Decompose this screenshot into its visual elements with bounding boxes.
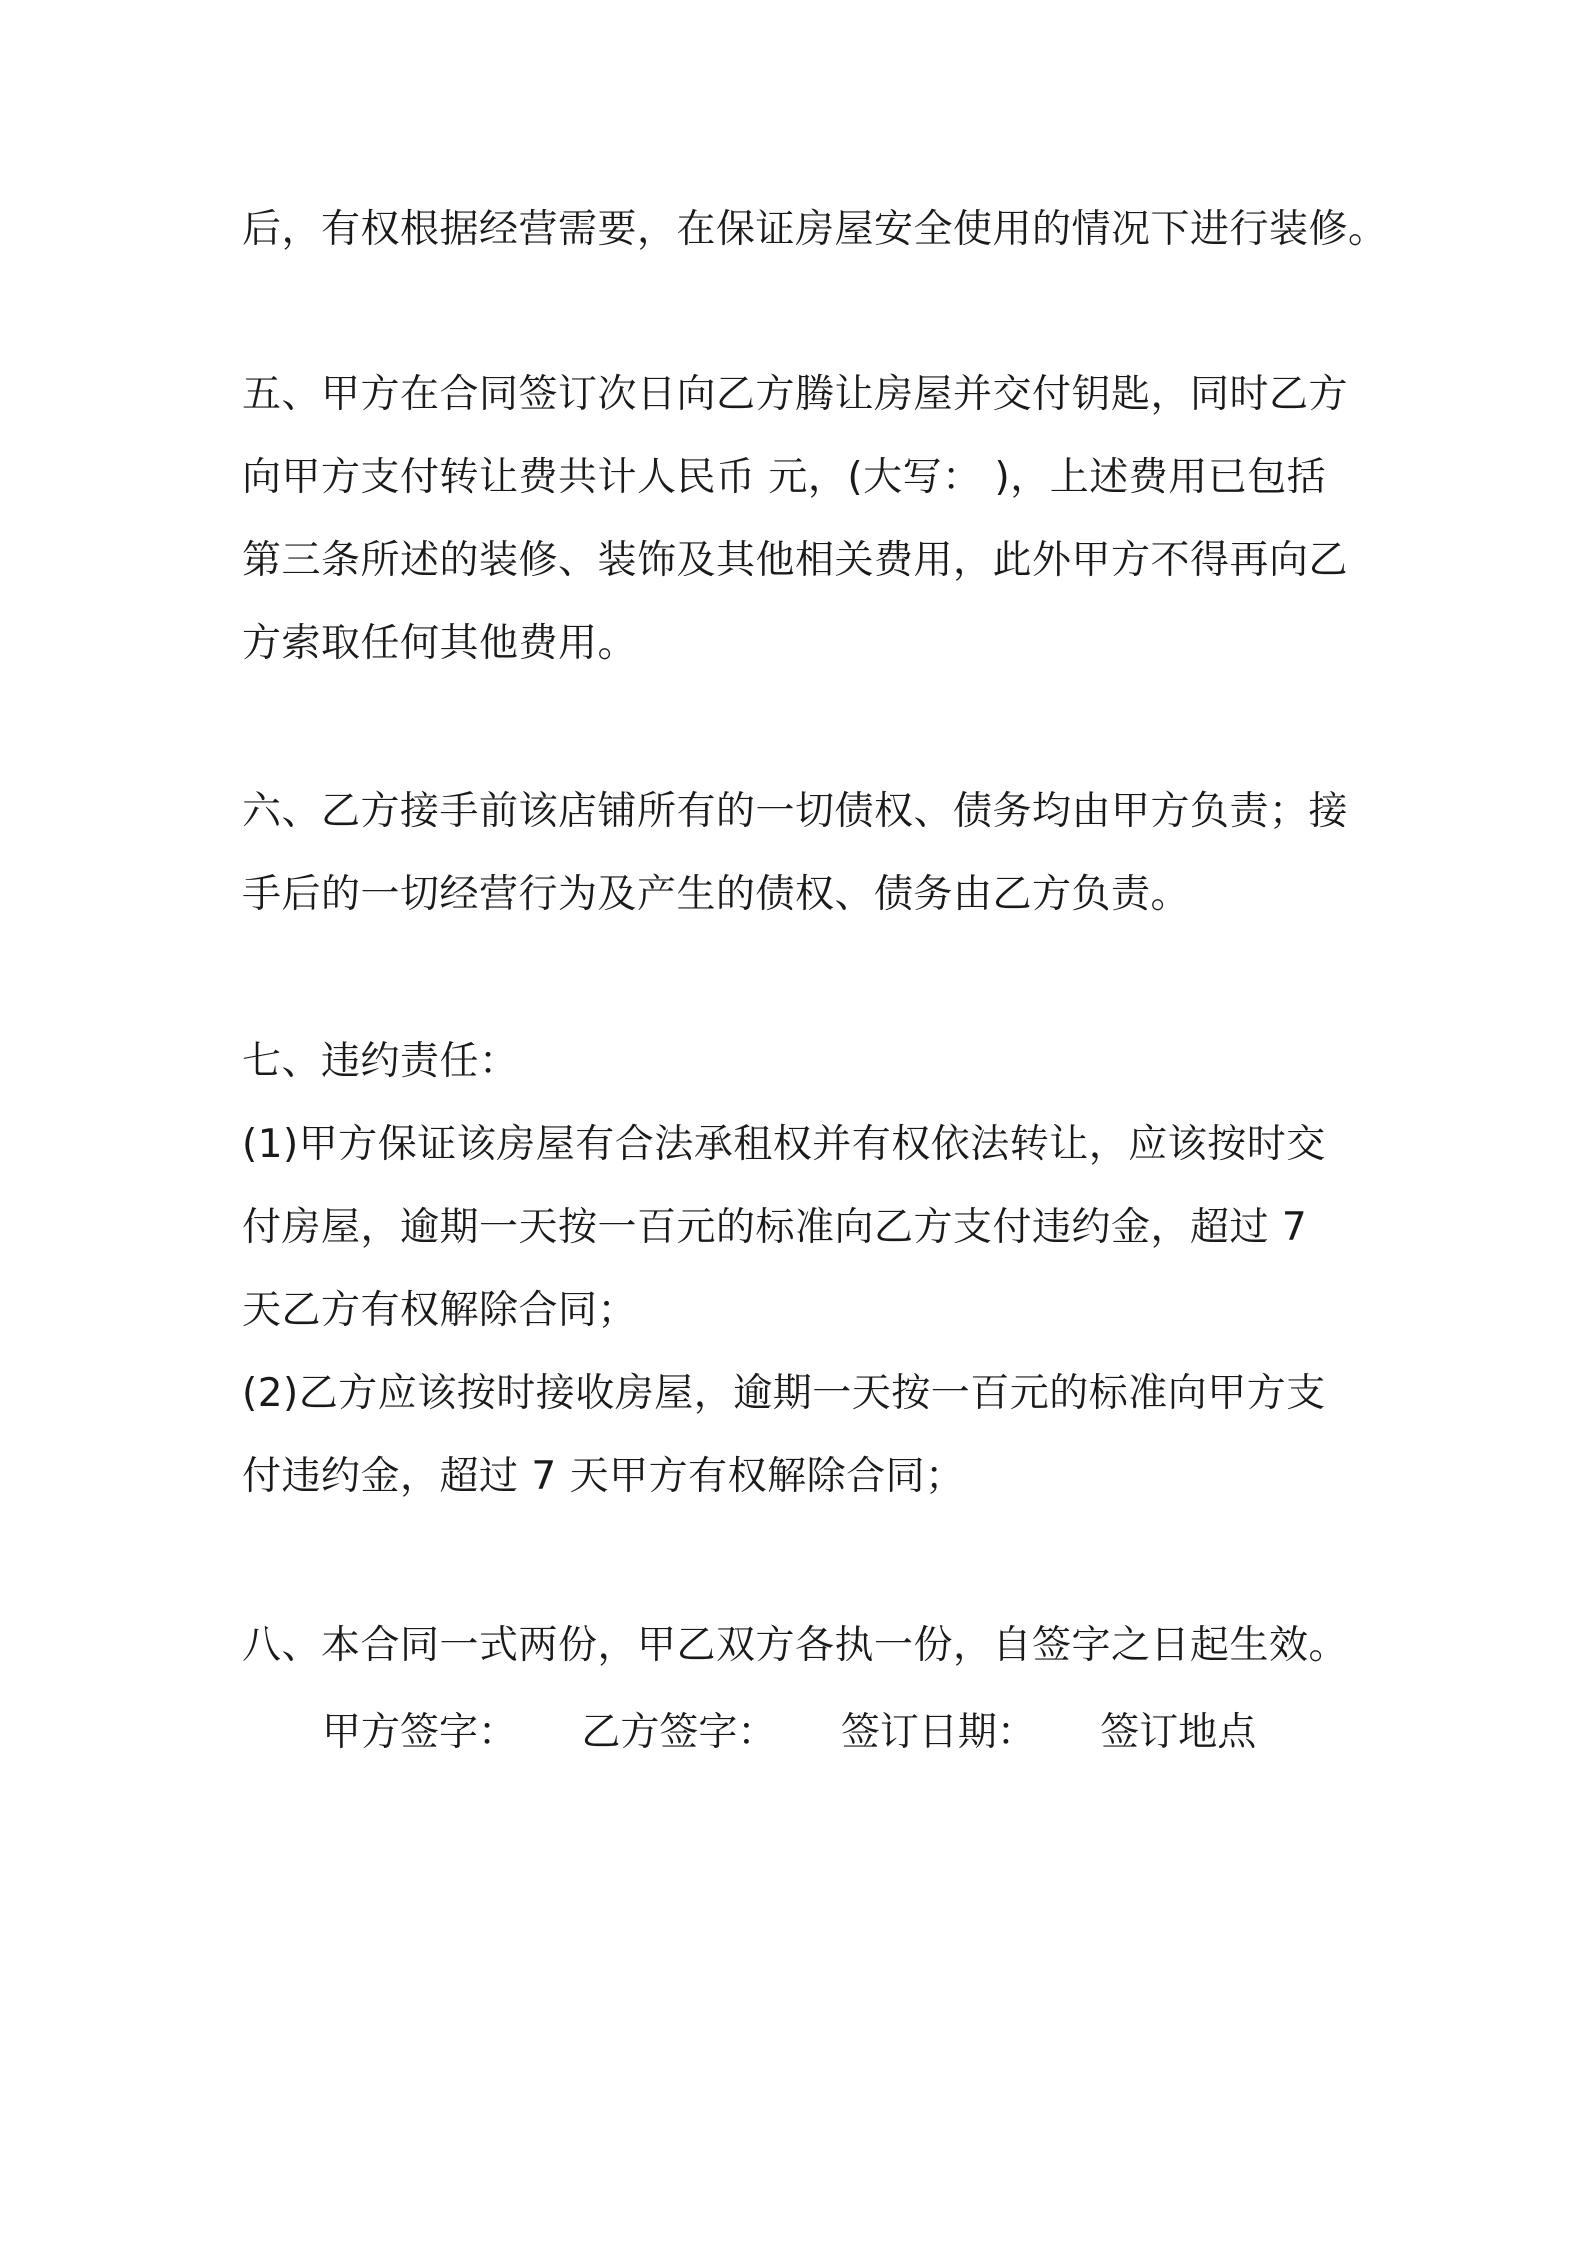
clause-6-line-1: 六、乙方接手前该店铺所有的一切债权、债务均由甲方负责；接: [242, 789, 1349, 834]
clause-5-line-2: 向甲方支付转让费共计人民币 元，(大写： )，上述费用已包括: [242, 455, 1327, 500]
clause-7-item-2-line-2: 付违约金，超过 7 天甲方有权解除合同；: [242, 1454, 965, 1499]
clause-7-item-1-line-1: (1)甲方保证该房屋有合法承租权并有权依法转让，应该按时交: [242, 1122, 1326, 1167]
party-b-signature-label: 乙方签字：: [581, 1710, 777, 1755]
clause-5-line-3: 第三条所述的装修、装饰及其他相关费用，此外甲方不得再向乙: [242, 538, 1349, 583]
clause-6-line-2: 手后的一切经营行为及产生的债权、债务由乙方负责。: [242, 872, 1191, 917]
clause-8-line-1: 八、本合同一式两份，甲乙双方各执一份，自签字之日起生效。: [242, 1623, 1349, 1668]
clause-5-line-1: 五、甲方在合同签订次日向乙方腾让房屋并交付钥匙，同时乙方: [242, 372, 1349, 417]
clause-7-item-2-line-1: (2)乙方应该按时接收房屋，逾期一天按一百元的标准向甲方支: [242, 1371, 1326, 1416]
clause-7-item-1-line-2: 付房屋，逾期一天按一百元的标准向乙方支付违约金，超过 7: [242, 1205, 1308, 1250]
signature-row: [322, 1708, 1308, 1758]
paragraph-4-line-end: 后，有权根据经营需要，在保证房屋安全使用的情况下进行装修。: [242, 207, 1388, 252]
party-a-signature-label: 甲方签字：: [322, 1710, 518, 1755]
clause-7-heading: 七、违约责任：: [242, 1039, 519, 1084]
signing-place-label: 签订地点: [1100, 1710, 1257, 1755]
clause-5-line-4: 方索取任何其他费用。: [242, 621, 638, 666]
signing-date-label: 签订日期：: [840, 1710, 1036, 1755]
clause-7-item-1-line-3: 天乙方有权解除合同；: [242, 1288, 638, 1333]
